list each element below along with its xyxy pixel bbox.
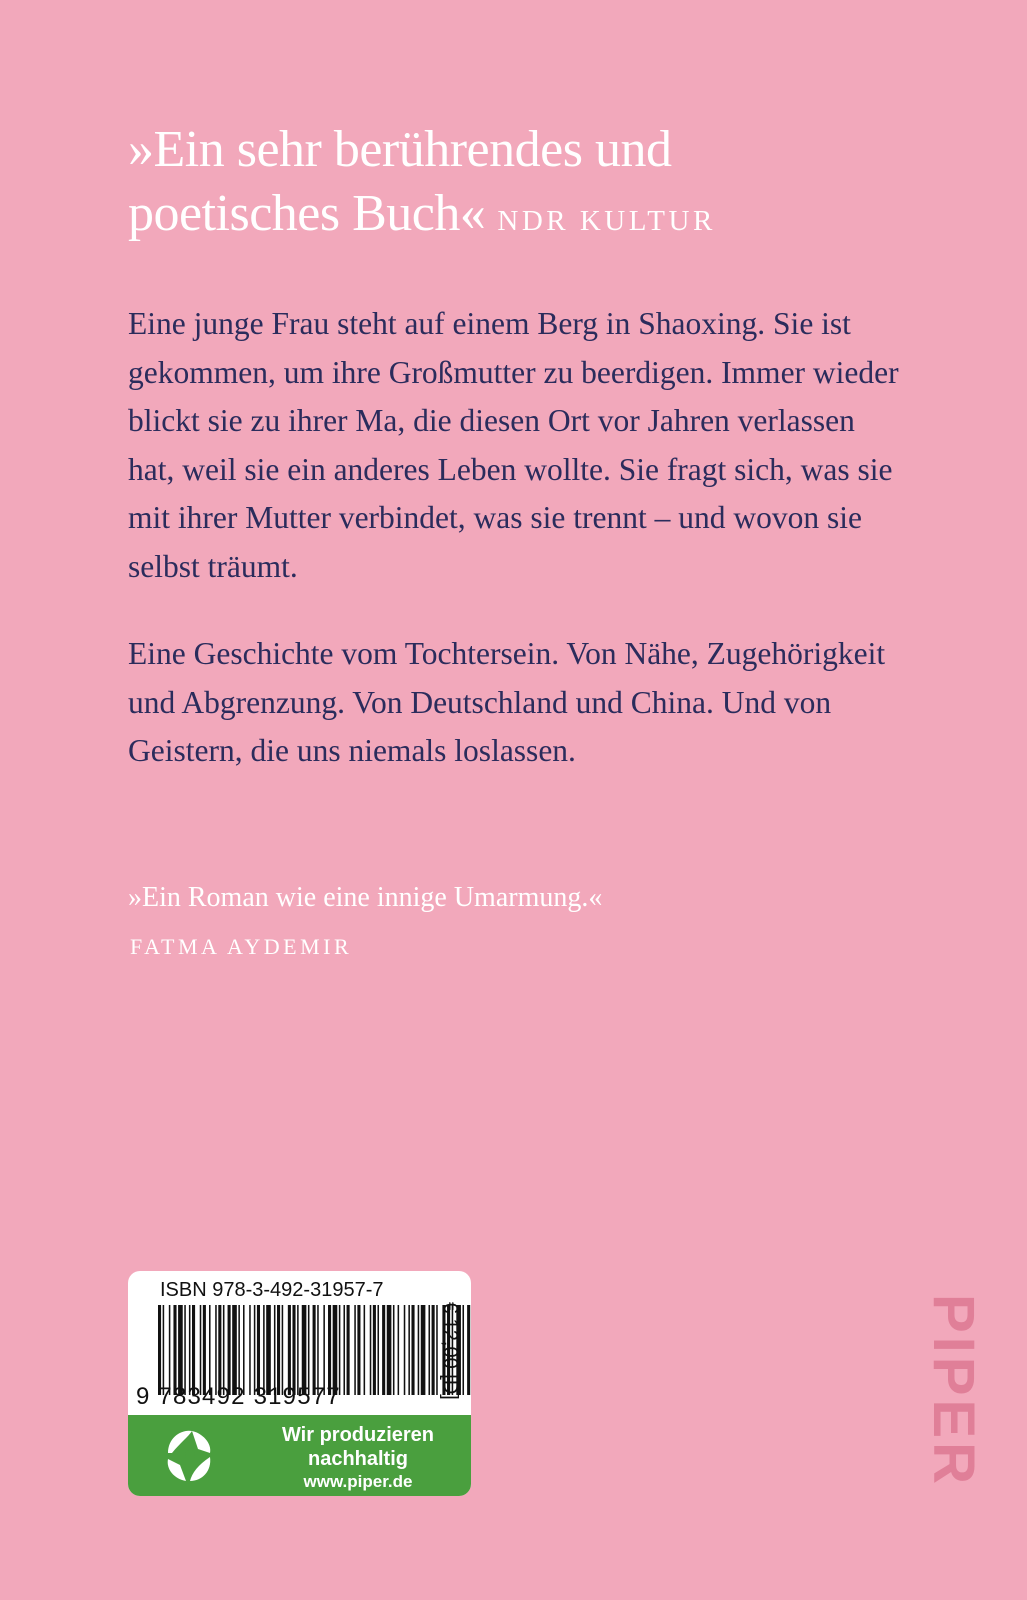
isbn-label: ISBN 978-3-492-31957-7 <box>160 1279 384 1301</box>
sustainability-band <box>128 1415 471 1496</box>
headline-line-2-text: poetisches Buch« <box>128 185 486 242</box>
headline-source: NDR KULTUR <box>497 205 716 237</box>
review-quote: »Ein Roman wie eine innige Umarmung.« <box>128 882 603 913</box>
headline-line-2 <box>128 182 928 253</box>
barcode-icon <box>158 1305 471 1395</box>
price-label: € 12,00 [D] <box>439 1302 461 1400</box>
recycle-leaf-icon <box>158 1423 222 1487</box>
sustainability-line-1: Wir produzieren <box>281 1424 435 1446</box>
blurb-paragraph-2: Eine Geschichte vom Tochtersein. Von Nähe, Zugehörigkeit und Abgrenzung. Von Deutschland und China. Und von Geistern, die uns niemals loslassen. <box>128 636 886 768</box>
sustainability-line-2: nachhaltig <box>307 1448 408 1470</box>
barcode-box <box>128 1271 471 1496</box>
sustainability-text <box>258 1423 458 1493</box>
publisher-logo: PIPER <box>921 1294 986 1489</box>
blurb-paragraph-1: Eine junge Frau steht auf einem Berg in Shaoxing. Sie ist gekommen, um ihre Großmutter zu beerdigen. Immer wieder blickt sie zu ihrer Ma, die diesen Ort vor Jahren verlassen hat, weil sie ein anderes Leben wollte. Sie fragt sich, was sie mit ihrer Mutter verbindet, was sie trennt – und wovon sie selbst träumt. <box>128 306 899 584</box>
barcode-digits: 9 783492 319577 <box>136 1383 341 1410</box>
headline-quote <box>128 118 928 253</box>
publisher-url[interactable]: www.piper.de <box>303 1472 413 1491</box>
headline-line-1: »Ein sehr berührendes und <box>128 121 672 178</box>
review-author: FATMA AYDEMIR <box>130 934 353 959</box>
